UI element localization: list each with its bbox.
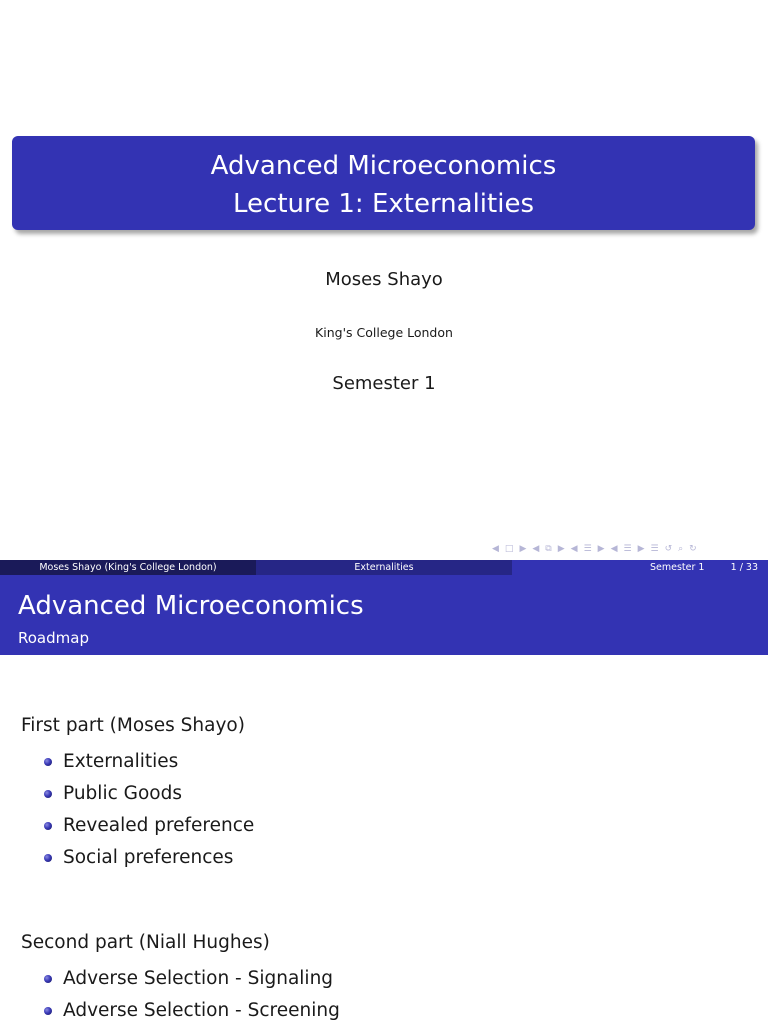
nav-next-subsection-icon[interactable]: ▶	[597, 544, 605, 554]
nav-search-icon[interactable]: ⌕	[678, 544, 684, 554]
nav-next-frame-icon[interactable]: ▶	[557, 544, 565, 554]
bullet-list-second-part	[44, 967, 340, 1023]
list-item-text: Public Goods	[63, 783, 182, 804]
slide-footer	[0, 560, 768, 575]
footer-title: Externalities	[256, 560, 512, 575]
nav-forward-icon[interactable]: ↻	[689, 544, 697, 554]
bullet-icon	[44, 790, 52, 798]
nav-next-section-icon[interactable]: ▶	[637, 544, 645, 554]
list-item	[44, 814, 254, 846]
section-heading-second-part: Second part (Niall Hughes)	[21, 932, 270, 953]
presentation-title: Advanced Microeconomics	[210, 151, 557, 181]
frame-title-bar	[0, 575, 768, 655]
list-item-text: Social preferences	[63, 847, 234, 868]
bullet-icon	[44, 854, 52, 862]
footer-info	[512, 560, 768, 575]
nav-subsection-icon[interactable]: ☰	[583, 544, 592, 554]
bullet-icon	[44, 758, 52, 766]
bullet-icon	[44, 975, 52, 983]
list-item	[44, 967, 340, 999]
bullet-list-first-part	[44, 750, 254, 878]
nav-prev-frame-icon[interactable]: ◀	[532, 544, 540, 554]
footer-page-number: 1 / 33	[730, 562, 758, 573]
list-item-text: Adverse Selection - Signaling	[63, 968, 334, 989]
nav-prev-subsection-icon[interactable]: ◀	[570, 544, 578, 554]
nav-frame-icon[interactable]: ⧉	[545, 544, 552, 554]
institute-name: King's College London	[315, 325, 453, 340]
lecture-subtitle: Lecture 1: Externalities	[233, 189, 534, 219]
section-heading-first-part: First part (Moses Shayo)	[21, 715, 245, 736]
nav-back-icon[interactable]: ↺	[664, 544, 673, 554]
list-item-text: Adverse Selection - Screening	[63, 1000, 340, 1021]
nav-slide-icon[interactable]: □	[504, 544, 514, 554]
list-item-text: Revealed preference	[63, 815, 255, 836]
list-item	[44, 846, 254, 878]
list-item-text: Externalities	[63, 751, 179, 772]
navigation-symbols[interactable]	[492, 542, 764, 556]
list-item	[44, 999, 340, 1023]
bullet-icon	[44, 1007, 52, 1015]
bullet-icon	[44, 822, 52, 830]
nav-document-icon[interactable]: ☰	[650, 544, 659, 554]
title-box	[12, 136, 755, 230]
frame-title: Advanced Microeconomics	[18, 591, 364, 621]
nav-prev-slide-icon[interactable]: ◀	[492, 544, 499, 554]
author-name: Moses Shayo	[325, 269, 443, 290]
presentation-date: Semester 1	[332, 373, 436, 394]
nav-next-slide-icon[interactable]: ▶	[519, 544, 527, 554]
footer-author: Moses Shayo (King's College London)	[0, 560, 256, 575]
nav-section-icon[interactable]: ☰	[623, 544, 632, 554]
list-item	[44, 750, 254, 782]
footer-date: Semester 1	[650, 562, 705, 573]
list-item	[44, 782, 254, 814]
frame-subtitle: Roadmap	[18, 629, 89, 647]
nav-prev-section-icon[interactable]: ◀	[610, 544, 618, 554]
